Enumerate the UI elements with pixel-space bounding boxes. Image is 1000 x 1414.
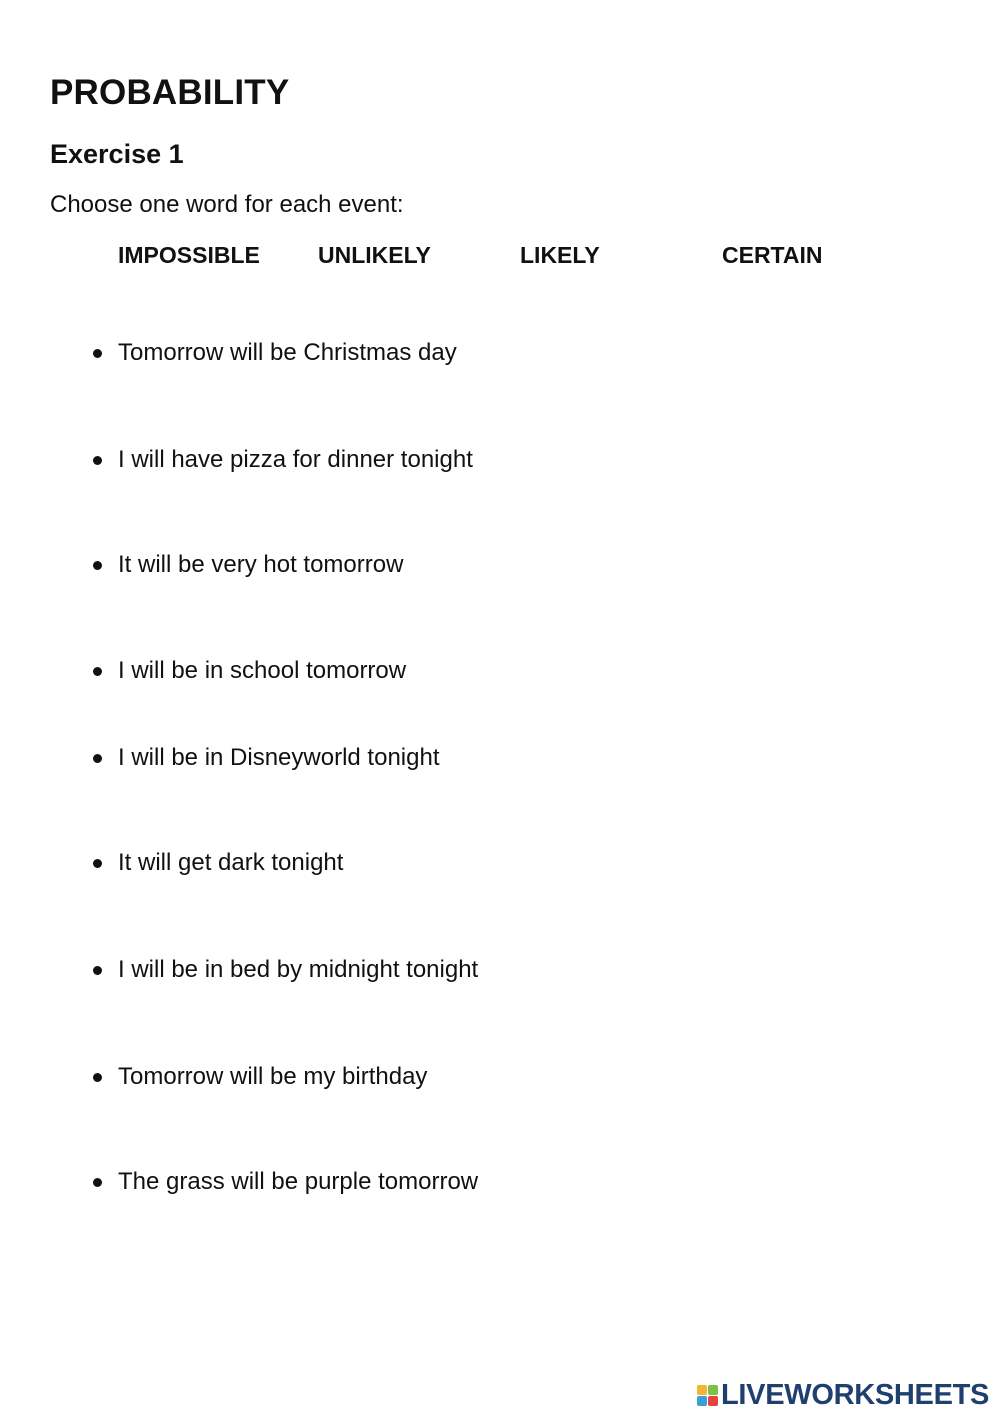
event-text: Tomorrow will be my birthday [118,1063,428,1090]
exercise-heading: Exercise 1 [50,139,184,169]
bullet-icon [93,966,102,975]
list-item [93,656,406,686]
bullet-icon [93,349,102,358]
brand-name: LIVEWORKSHEETS [721,1379,990,1411]
event-text: I will be in school tomorrow [118,657,407,684]
word-bank-certain: CERTAIN [722,242,823,268]
liveworksheets-logo-icon [697,1385,718,1406]
list-item [93,445,473,475]
bullet-icon [93,561,102,570]
event-text: It will be very hot tomorrow [118,551,404,578]
logo-tile [697,1396,707,1406]
page-title: PROBABILITY [50,73,290,112]
list-item [93,338,457,368]
bullet-icon [93,859,102,868]
bullet-icon [93,456,102,465]
logo-tile [708,1396,718,1406]
bullet-icon [93,1073,102,1082]
event-text: The grass will be purple tomorrow [118,1168,479,1195]
list-item [93,550,403,580]
list-item [93,955,478,985]
bullet-icon [93,667,102,676]
event-text: It will get dark tonight [118,849,344,876]
list-item [93,1062,427,1092]
list-item [93,1167,478,1197]
event-text: I will have pizza for dinner tonight [118,446,473,473]
bullet-icon [93,1178,102,1187]
word-bank-likely: LIKELY [520,242,600,268]
instruction-text: Choose one word for each event: [50,191,404,218]
event-text: I will be in Disneyworld tonight [118,744,440,771]
logo-tile [708,1385,718,1395]
word-bank-unlikely: UNLIKELY [318,242,431,268]
event-text: Tomorrow will be Christmas day [118,339,457,366]
bullet-icon [93,754,102,763]
list-item [93,743,439,773]
logo-tile [697,1385,707,1395]
list-item [93,848,343,878]
word-bank-impossible: IMPOSSIBLE [118,242,260,268]
event-text: I will be in bed by midnight tonight [118,956,479,983]
liveworksheets-logo [697,1380,989,1410]
